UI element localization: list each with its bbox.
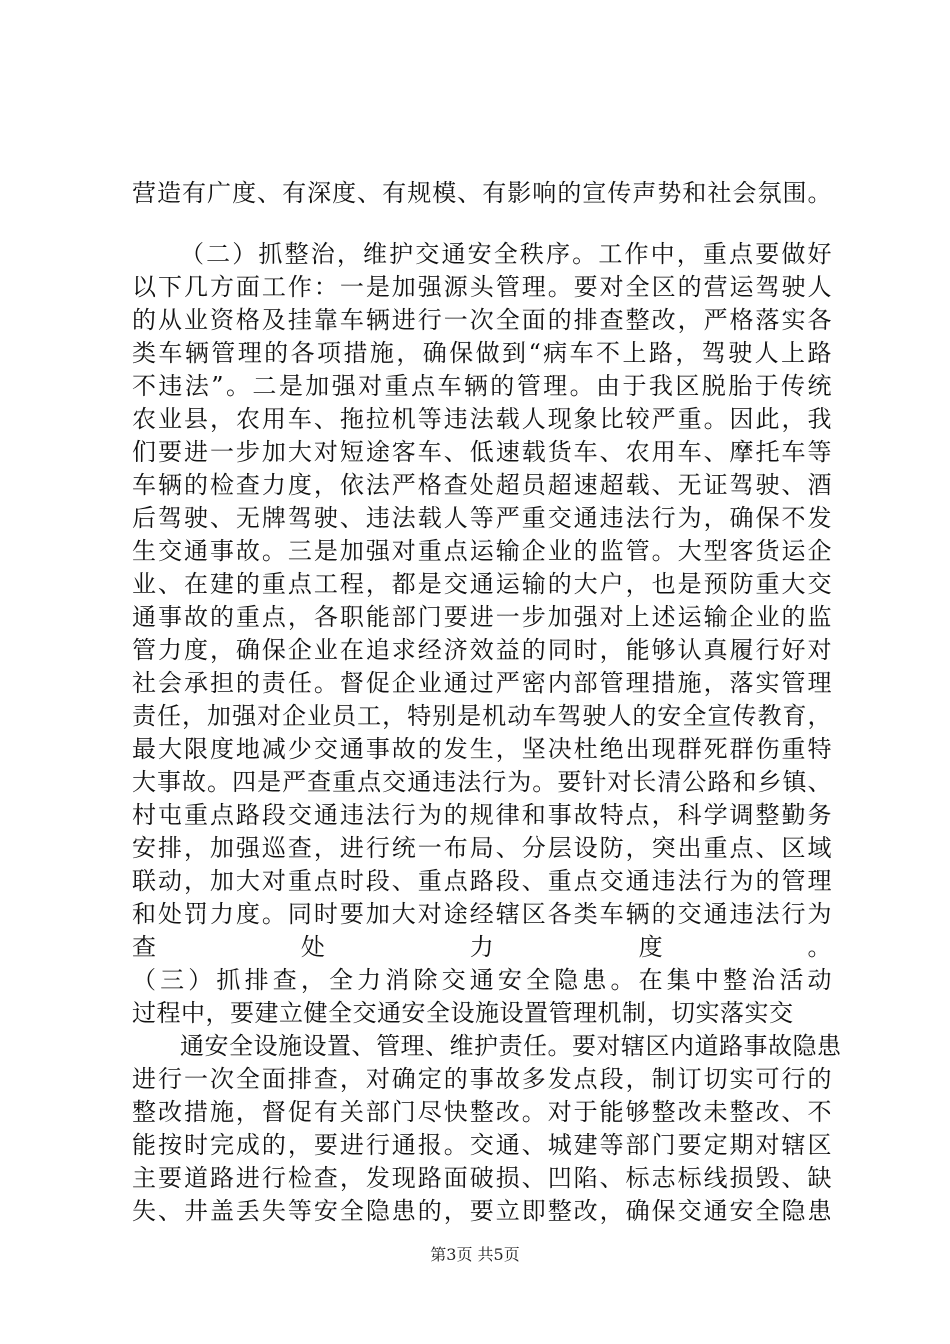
text-line: 过程中，要建立健全交通安全设施设置管理机制，切实落实交 [132,999,794,1027]
text-line: 车辆的检查力度，依法严格查处超员超速超载、无证驾驶、酒 [132,471,832,499]
text-line: 生交通事故。三是加强对重点运输企业的监管。大型客货运企 [132,537,832,565]
paragraph-heading-line: 通安全设施设置、管理、维护责任。要对辖区内道路事故隐患 [180,1032,842,1060]
text-line: 查处力度。 [132,933,832,961]
text-line: 营造有广度、有深度、有规模、有影响的宣传声势和社会氛围。 [132,179,832,207]
text-line: 主要道路进行检查，发现路面破损、凹陷、标志标线损毁、缺 [132,1164,832,1192]
text-line: （三）抓排查，全力消除交通安全隐患。在集中整治活动 [132,966,832,994]
text-line: 最大限度地减少交通事故的发生，坚决杜绝出现群死群伤重特 [132,735,832,763]
text-line: 不违法”。二是加强对重点车辆的管理。由于我区脱胎于传统 [132,372,832,400]
text-line: 能按时完成的，要进行通报。交通、城建等部门要定期对辖区 [132,1131,832,1159]
text-line: 和处罚力度。同时要加大对途经辖区各类车辆的交通违法行为 [132,900,832,928]
text-line: 责任，加强对企业员工，特别是机动车驾驶人的安全宣传教育， [132,702,832,730]
text-line: 以下几方面工作：一是加强源头管理。要对全区的营运驾驶人 [132,273,832,301]
text-line: 联动，加大对重点时段、重点路段、重点交通违法行为的管理 [132,867,832,895]
text-line: 通事故的重点，各职能部门要进一步加强对上述运输企业的监 [132,603,832,631]
page-footer: 第3页 共5页 [430,1245,520,1264]
text-line: 失、井盖丢失等安全隐患的，要立即整改，确保交通安全隐患 [132,1197,832,1225]
text-line: 类车辆管理的各项措施，确保做到“病车不上路，驾驶人上路 [132,339,832,367]
text-line: 进行一次全面排查，对确定的事故多发点段，制订切实可行的 [132,1065,832,1093]
text-line: 安排，加强巡查，进行统一布局、分层设防，突出重点、区域 [132,834,832,862]
text-line: 农业县，农用车、拖拉机等违法载人现象比较严重。因此，我 [132,405,832,433]
text-line: 后驾驶、无牌驾驶、违法载人等严重交通违法行为，确保不发 [132,504,832,532]
text-line: 整改措施，督促有关部门尽快整改。对于能够整改未整改、不 [132,1098,832,1126]
text-line: 的从业资格及挂靠车辆进行一次全面的排查整改，严格落实各 [132,306,832,334]
text-line: 业、在建的重点工程，都是交通运输的大户，也是预防重大交 [132,570,832,598]
text-line: 们要进一步加大对短途客车、低速载货车、农用车、摩托车等 [132,438,832,466]
text-line: 村屯重点路段交通违法行为的规律和事故特点，科学调整勤务 [132,801,832,829]
paragraph-heading-line: （二）抓整治，维护交通安全秩序。工作中，重点要做好 [180,240,832,268]
text-line: 管力度，确保企业在追求经济效益的同时，能够认真履行好对 [132,636,832,664]
text-line: 社会承担的责任。督促企业通过严密内部管理措施，落实管理 [132,669,832,697]
text-line: 大事故。四是严查重点交通违法行为。要针对长清公路和乡镇、 [132,768,832,796]
